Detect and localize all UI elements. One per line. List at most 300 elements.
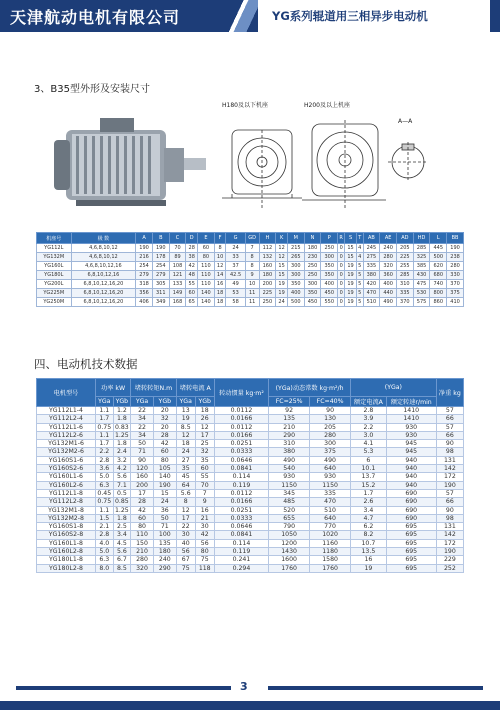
table-cell: 8.2 [351, 531, 387, 539]
table-cell: 1180 [310, 548, 351, 556]
table-cell: 140 [198, 298, 215, 307]
dim-header-cell: F [214, 233, 226, 244]
dim-header-cell: AD [396, 233, 413, 244]
table-cell: 45 [176, 473, 195, 481]
table-cell: 0.0166 [214, 498, 268, 506]
table-cell: 0.114 [214, 473, 268, 481]
table-cell: 690 [386, 498, 436, 506]
dim-header-cell: HD [413, 233, 430, 244]
table-cell: 290 [153, 564, 176, 572]
table-cell: 34 [131, 415, 154, 423]
table-cell: 19 [345, 280, 357, 289]
table-cell: 19 [276, 280, 288, 289]
table-cell: 225 [259, 289, 276, 298]
dim-header-cell: S [345, 233, 357, 244]
table-cell: 0.0166 [214, 415, 268, 423]
th-sub: FC=25% [269, 397, 310, 407]
table-cell: 0.0841 [214, 465, 268, 473]
table-cell: 350 [321, 262, 338, 271]
table-cell: 105 [153, 465, 176, 473]
table-cell: 110 [198, 262, 215, 271]
table-cell: 4 [358, 254, 362, 260]
table-cell: 66 [436, 431, 463, 439]
table-cell: 75 [176, 564, 195, 572]
table-cell: 2.8 [96, 531, 114, 539]
table-cell: 1.7 [96, 415, 114, 423]
th-sub: 额定电流A [351, 397, 387, 407]
table-cell: 695 [386, 531, 436, 539]
table-cell: YG112L [37, 244, 72, 253]
table-cell: 2.6 [351, 498, 387, 506]
table-cell: 66 [436, 415, 463, 423]
table-cell: 335 [310, 489, 351, 497]
dim-header-cell: R [338, 233, 345, 244]
table-cell: 290 [269, 431, 310, 439]
table-cell: 5.3 [351, 448, 387, 456]
table-cell: 945 [386, 448, 436, 456]
motor-outline-drawings [36, 100, 466, 220]
table-cell: 0 [339, 272, 343, 278]
table-cell: 0.75 [97, 423, 112, 431]
table-cell: 1.25 [114, 506, 129, 514]
table-row [37, 280, 464, 289]
table-cell: 64 [176, 481, 195, 489]
table-cell: 49 [226, 280, 245, 289]
table-cell: 245 [363, 244, 380, 253]
table-cell: 11 [245, 298, 259, 307]
table-cell: 490 [380, 298, 397, 307]
table-cell: 0 [339, 245, 343, 251]
table-cell: 8.5 [176, 423, 195, 431]
table-row [37, 489, 464, 497]
table-cell: 12 [176, 431, 195, 439]
table-cell: 510 [363, 298, 380, 307]
table-cell: 8.5 [113, 564, 131, 572]
table-cell: 98 [436, 514, 463, 522]
table-cell: 0.0646 [214, 523, 268, 531]
table-row [37, 456, 464, 464]
table-cell: YG112L2-6 [37, 431, 96, 439]
table-row [37, 423, 464, 431]
table-cell: 945 [386, 440, 436, 448]
table-cell: 60 [186, 289, 198, 298]
table-row [37, 523, 464, 531]
table-cell: 140 [153, 473, 176, 481]
table-cell: 60 [131, 514, 154, 522]
table-cell: 13.7 [351, 473, 387, 481]
table-cell: 100 [153, 531, 176, 539]
table-cell: 0.85 [114, 498, 129, 506]
table-cell: 28 [153, 431, 176, 439]
table-cell: 60 [198, 244, 215, 253]
table-row [37, 298, 464, 307]
table-cell: 9 [245, 271, 259, 280]
table-cell: 65 [186, 298, 198, 307]
table-cell: 318 [136, 280, 153, 289]
table-cell: 108 [169, 262, 186, 271]
table-cell: 1760 [269, 564, 310, 572]
table-cell: 9 [195, 498, 214, 506]
table-cell: 149 [169, 289, 186, 298]
table-cell: 420 [363, 280, 380, 289]
table-cell: 8 [245, 253, 259, 262]
table-cell: 4.7 [351, 514, 387, 522]
table-cell: 80 [198, 253, 215, 262]
table-cell: 35 [176, 465, 195, 473]
table-cell: 335 [396, 289, 413, 298]
table-cell: 168 [169, 298, 186, 307]
table-row [37, 407, 464, 415]
table-cell: 335 [363, 262, 380, 271]
table-cell: 300 [304, 280, 321, 289]
table-cell: 22 [176, 523, 195, 531]
dim-header-cell: A [136, 233, 153, 244]
table-cell: 0 [339, 263, 343, 269]
table-cell: 12 [195, 423, 214, 431]
motor-side-view [54, 118, 206, 206]
dim-header-cell: 机座号 [37, 233, 72, 244]
label-h200: H200及以上机座 [304, 102, 350, 109]
th-sub: YGb [153, 397, 176, 407]
table-cell: 4 [358, 245, 362, 251]
table-cell: 2.1 [96, 523, 114, 531]
table-cell: 0.0112 [214, 407, 268, 415]
dim-header-cell: G [226, 233, 245, 244]
table-cell: 1.8 [113, 440, 131, 448]
section-3-title: 3、B35型外形及安装尺寸 [34, 84, 150, 95]
table-cell: 142 [436, 531, 463, 539]
table-cell: YG132M [37, 253, 72, 262]
th-sub: 额定转速r/min [386, 397, 436, 407]
table-cell: YG180L [37, 271, 72, 280]
table-cell: 60 [195, 465, 214, 473]
table-row [37, 289, 464, 298]
table-cell: 2.8 [96, 456, 114, 464]
table-cell: 92 [269, 407, 310, 415]
table-cell: 112 [259, 244, 276, 253]
section-4-title: 四、电动机技术数据 [34, 357, 138, 371]
table-cell: 42 [186, 262, 198, 271]
table-cell: 32 [195, 448, 214, 456]
th-sub: YGa [176, 397, 195, 407]
table-cell: YG160L2-6 [37, 481, 96, 489]
table-cell: 0 [339, 299, 343, 305]
table-cell: 42.5 [226, 271, 245, 280]
table-cell: 300 [287, 271, 304, 280]
table-cell: 58 [226, 298, 245, 307]
table-cell: 70 [195, 481, 214, 489]
table-cell: 33 [226, 253, 245, 262]
th-sub: YGa [96, 397, 114, 407]
table-cell: 55 [186, 280, 198, 289]
table-cell: YG112L1-8 [37, 489, 96, 497]
table-cell: 510 [310, 506, 351, 514]
th-weight: 净重 kg [436, 379, 463, 407]
label-h180: H180及以下机座 [222, 102, 268, 109]
table-cell: 66 [436, 498, 463, 506]
table-cell: 3.4 [113, 531, 131, 539]
table-cell: 370 [396, 298, 413, 307]
table-cell: 27 [176, 456, 195, 464]
table-cell: 385 [413, 262, 430, 271]
table-cell: 0.0841 [214, 531, 268, 539]
th-sub: YGa [131, 397, 154, 407]
table-cell: 325 [413, 253, 430, 262]
table-cell: 24 [176, 448, 195, 456]
table-cell: 240 [380, 244, 397, 253]
table-cell: YG160S2-6 [37, 465, 96, 473]
table-cell: 225 [396, 253, 413, 262]
table-cell: 120 [131, 465, 154, 473]
table-cell: 0 [339, 290, 343, 296]
table-cell: 17 [131, 489, 154, 497]
table-cell: 280 [380, 253, 397, 262]
table-cell: 200 [259, 280, 276, 289]
dim-header-cell: H [259, 233, 276, 244]
table-cell: 24 [226, 244, 245, 253]
table-cell: 15 [345, 253, 357, 262]
table-cell: 770 [310, 523, 351, 531]
table-cell: 1410 [386, 415, 436, 423]
table-cell: 90 [310, 407, 351, 415]
table-cell: 475 [413, 280, 430, 289]
table-cell: 280 [310, 431, 351, 439]
table-cell: 490 [310, 456, 351, 464]
table-cell: 254 [152, 262, 169, 271]
front-view-h180 [222, 130, 302, 210]
table-cell: 695 [386, 564, 436, 572]
table-cell: 15 [276, 271, 288, 280]
table-cell: 57 [436, 489, 463, 497]
table-cell: 22 [131, 407, 154, 415]
table-cell: 131 [436, 523, 463, 531]
table-cell: 360 [380, 271, 397, 280]
table-cell: 930 [310, 473, 351, 481]
table-row [37, 253, 464, 262]
table-cell: 930 [386, 423, 436, 431]
table-cell: 42 [153, 440, 176, 448]
table-cell: 18 [195, 407, 214, 415]
table-cell: 4.1 [351, 440, 387, 448]
table-cell: 90 [436, 506, 463, 514]
th-sub: FC=40% [310, 397, 351, 407]
table-cell: 930 [386, 431, 436, 439]
table-cell: YG132M1-8 [37, 506, 96, 514]
table-cell: 655 [269, 514, 310, 522]
table-cell: 490 [269, 456, 310, 464]
table-cell: 24 [276, 298, 288, 307]
table-cell: 470 [363, 289, 380, 298]
table-cell: 190 [447, 244, 464, 253]
table-cell: 790 [269, 523, 310, 531]
table-cell: 275 [363, 253, 380, 262]
table-cell: 19 [345, 289, 357, 298]
table-cell: 238 [447, 253, 464, 262]
tech-data-table [36, 378, 464, 573]
dim-header-cell: N [304, 233, 321, 244]
table-cell: 1.8 [113, 415, 131, 423]
table-row [37, 556, 464, 564]
table-row [37, 262, 464, 271]
table-cell: 190 [436, 481, 463, 489]
table-cell: 940 [386, 473, 436, 481]
table-cell: 0.0251 [214, 440, 268, 448]
dimension-table-header [37, 233, 464, 244]
table-cell: 3.6 [96, 465, 114, 473]
table-cell: 250 [304, 262, 321, 271]
table-cell: 250 [321, 244, 338, 253]
table-cell: 15.2 [351, 481, 387, 489]
table-cell: 16 [214, 280, 226, 289]
table-cell: 0.241 [214, 556, 268, 564]
dim-header-cell: L [430, 233, 447, 244]
table-cell: 80 [195, 548, 214, 556]
table-cell: 1.25 [114, 431, 129, 439]
table-cell: 279 [136, 271, 153, 280]
table-cell: 28 [131, 498, 154, 506]
series-banner [258, 0, 490, 32]
table-cell: 1600 [269, 556, 310, 564]
table-cell: 530 [413, 289, 430, 298]
table-cell: 3.4 [351, 506, 387, 514]
table-cell: 470 [310, 498, 351, 506]
tech-data-table-body [37, 407, 464, 573]
table-cell: 22 [131, 423, 154, 431]
table-row [37, 539, 464, 547]
table-cell: 55 [195, 473, 214, 481]
table-cell: 0.0166 [214, 431, 268, 439]
table-cell: 620 [430, 262, 447, 271]
table-cell: 19 [345, 262, 357, 271]
table-cell: 2.5 [113, 523, 131, 531]
table-cell: 940 [386, 465, 436, 473]
table-cell: 133 [169, 280, 186, 289]
table-cell: 240 [153, 556, 176, 564]
table-cell: 10.7 [351, 539, 387, 547]
table-cell: 8.0 [96, 564, 114, 572]
table-cell: 28 [186, 244, 198, 253]
table-cell: 450 [321, 289, 338, 298]
table-cell: 1050 [269, 531, 310, 539]
table-cell: 18 [214, 289, 226, 298]
table-cell: 160 [131, 473, 154, 481]
table-cell: 98 [436, 448, 463, 456]
table-cell: 4,6,8,10,12,16 [71, 262, 136, 271]
table-cell: 60 [153, 448, 176, 456]
table-cell: 4.0 [96, 539, 114, 547]
table-cell: 280 [131, 556, 154, 564]
table-cell: 190 [152, 244, 169, 253]
table-cell: 0.0112 [214, 489, 268, 497]
table-cell: 740 [430, 280, 447, 289]
table-row [37, 244, 464, 253]
table-cell: 5 [358, 290, 362, 296]
dim-header-cell: T [356, 233, 363, 244]
table-row [37, 415, 464, 423]
table-cell: 13 [176, 407, 195, 415]
table-cell: 75 [195, 556, 214, 564]
dim-header-cell: C [169, 233, 186, 244]
table-row [37, 564, 464, 572]
table-cell: YG180L2-8 [37, 564, 96, 572]
table-cell: 310 [396, 280, 413, 289]
table-cell: 0 [339, 254, 343, 260]
table-cell: 311 [152, 289, 169, 298]
table-cell: 131 [436, 456, 463, 464]
tech-header-row-1 [37, 379, 464, 397]
table-cell: 930 [269, 473, 310, 481]
table-row [37, 440, 464, 448]
table-cell: 440 [380, 289, 397, 298]
table-cell: 640 [310, 465, 351, 473]
table-cell: 172 [436, 473, 463, 481]
table-cell: 38 [186, 253, 198, 262]
table-cell: YG180L1-8 [37, 556, 96, 564]
table-cell: 406 [136, 298, 153, 307]
table-cell: 8 [214, 244, 226, 253]
table-cell: 320 [380, 262, 397, 271]
table-cell: 285 [396, 271, 413, 280]
table-cell: 800 [430, 289, 447, 298]
table-cell: 50 [153, 514, 176, 522]
table-cell: 8 [245, 262, 259, 271]
table-cell: 6,8,10,12,16 [71, 271, 136, 280]
table-cell: YG200L [37, 280, 72, 289]
table-cell: 190 [153, 481, 176, 489]
table-cell: 32 [153, 415, 176, 423]
table-cell: 5 [358, 281, 362, 287]
table-cell: 500 [430, 253, 447, 262]
table-cell: 10 [245, 280, 259, 289]
table-cell: 210 [131, 548, 154, 556]
table-cell: 36 [153, 506, 176, 514]
table-cell: 40 [176, 539, 195, 547]
table-cell: 4.5 [113, 539, 131, 547]
table-cell: 695 [386, 539, 436, 547]
table-cell: 445 [430, 244, 447, 253]
dim-header-cell: D [186, 233, 198, 244]
table-cell: 34 [131, 431, 154, 439]
table-cell: YG160L2-8 [37, 548, 96, 556]
table-cell: 12 [214, 262, 226, 271]
table-cell: 229 [436, 556, 463, 564]
table-cell: 12 [276, 244, 288, 253]
table-cell: 10 [214, 253, 226, 262]
table-cell: 0.0333 [214, 448, 268, 456]
th-current: 堵转电流 A [176, 379, 214, 397]
th-ygb: (YGa) [351, 379, 437, 397]
table-cell: 0 [339, 281, 343, 287]
table-row [37, 506, 464, 514]
table-cell: 1020 [310, 531, 351, 539]
table-cell: 6.7 [113, 556, 131, 564]
table-cell: 255 [396, 262, 413, 271]
table-cell: YG112L2-8 [37, 498, 96, 506]
table-cell: 640 [310, 514, 351, 522]
table-cell: 1.1 [96, 431, 114, 439]
table-cell: 400 [380, 280, 397, 289]
table-cell: YG112L2-4 [37, 415, 96, 423]
table-cell: 265 [287, 253, 304, 262]
table-cell: 215 [287, 244, 304, 253]
dim-header-cell: GD [245, 233, 259, 244]
table-cell: 0.75 [97, 498, 112, 506]
dimension-table-body [37, 244, 464, 307]
table-cell: 110 [131, 531, 154, 539]
table-cell: 19 [345, 271, 357, 280]
table-cell: 690 [386, 506, 436, 514]
table-cell: 200 [131, 481, 154, 489]
